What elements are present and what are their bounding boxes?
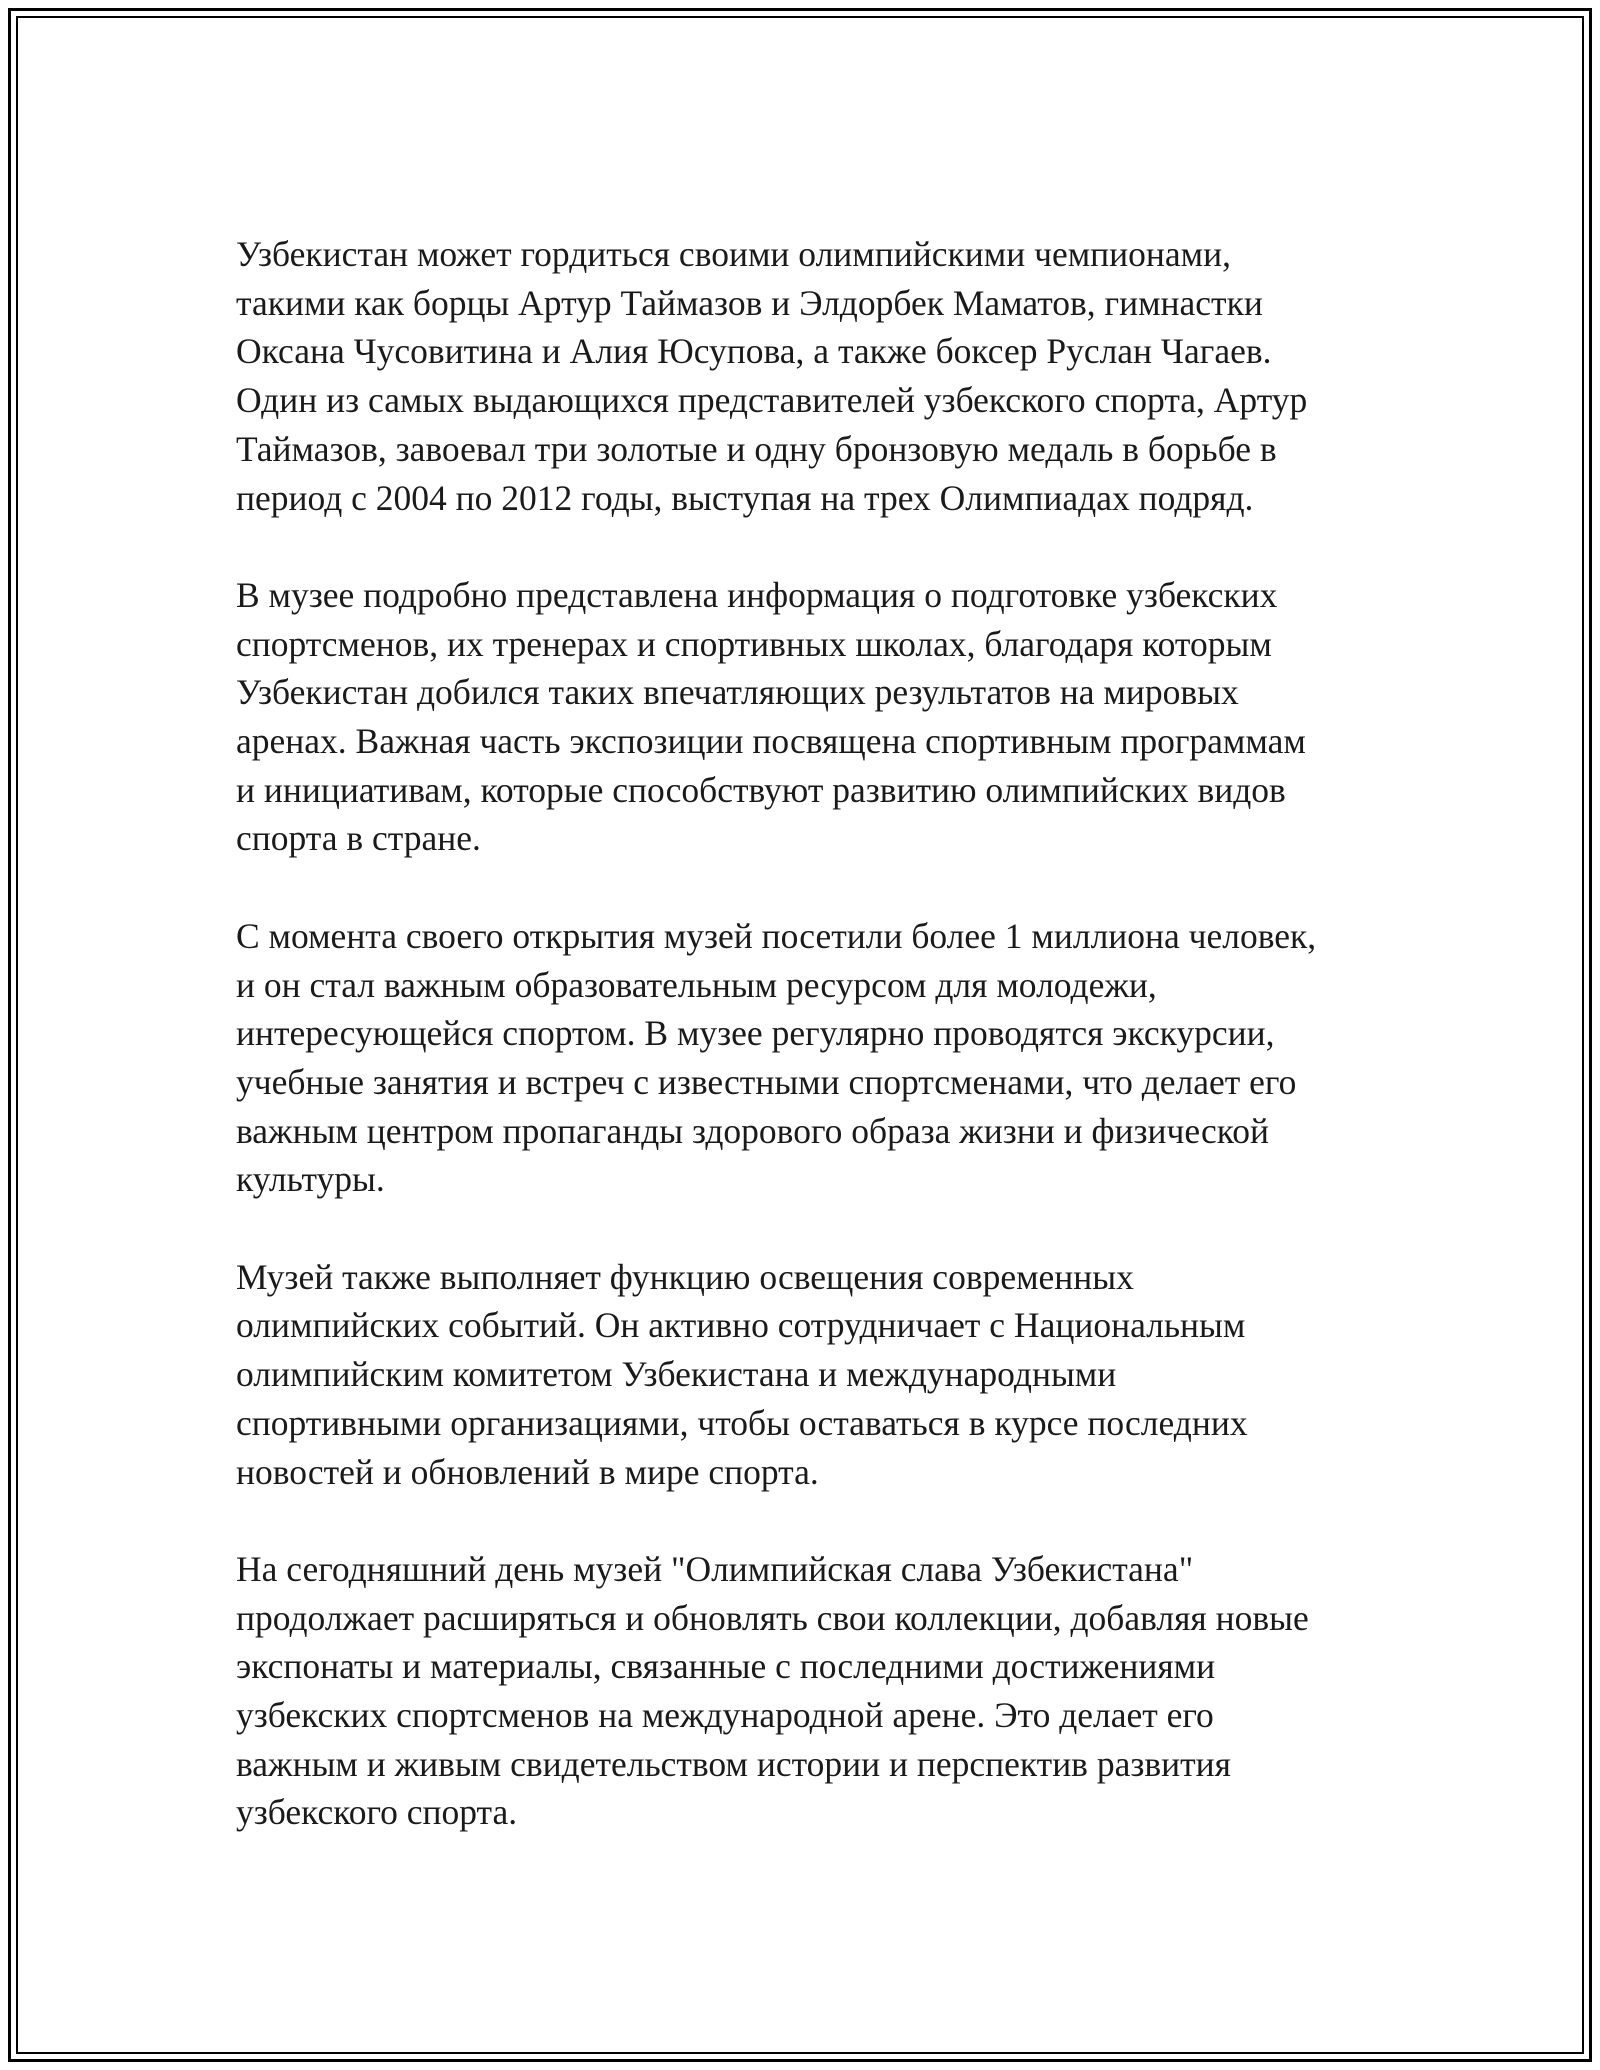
text-line: спортивными организациями, чтобы оставаться в курсе последних — [236, 1402, 1248, 1443]
text-line: новостей и обновлений в мире спорта. — [236, 1451, 819, 1492]
text-line: важным центром пропаганды здорового образа жизни и физической — [236, 1110, 1269, 1151]
text-line: и инициативам, которые способствуют развитию олимпийских видов — [236, 769, 1286, 810]
text-line: узбекского спорта. — [236, 1792, 518, 1833]
text-line: олимпийским комитетом Узбекистана и международными — [236, 1354, 1117, 1395]
text-line: В музее подробно представлена информация о подготовке узбекских — [236, 574, 1278, 615]
text-line: продолжает расширяться и обновлять свои коллекции, добавляя новые — [236, 1597, 1309, 1638]
text-line: культуры. — [236, 1159, 385, 1200]
text-line: Музей также выполняет функцию освещения современных — [236, 1256, 1134, 1297]
text-line: спортсменов, их тренерах и спортивных школах, благодаря которым — [236, 623, 1272, 664]
text-line: аренах. Важная часть экспозиции посвящена спортивным программам — [236, 721, 1306, 762]
text-line: экспонаты и материалы, связанные с последними достижениями — [236, 1646, 1216, 1687]
paragraph-2 — [236, 571, 1376, 863]
document-body — [236, 230, 1376, 1886]
paragraph-5 — [236, 1545, 1376, 1837]
text-line: такими как борцы Артур Таймазов и Элдорбек Маматов, гимнастки — [236, 282, 1263, 323]
paragraph-1 — [236, 230, 1376, 522]
paragraph-3 — [236, 912, 1376, 1204]
text-line: Таймазов, завоевал три золотые и одну бронзовую медаль в борьбе в — [236, 428, 1277, 469]
text-line: С момента своего открытия музей посетили более 1 миллиона человек, — [236, 915, 1317, 956]
text-line: спорта в стране. — [236, 818, 481, 859]
text-line: период с 2004 по 2012 годы, выступая на трех Олимпиадах подряд. — [236, 477, 1254, 518]
text-line: Оксана Чусовитина и Алия Юсупова, а также боксер Руслан Чагаев. — [236, 331, 1272, 372]
text-line: олимпийских событий. Он активно сотрудничает с Национальным — [236, 1305, 1246, 1346]
text-line: Узбекистан добился таких впечатляющих результатов на мировых — [236, 672, 1239, 713]
text-line: учебные занятия и встреч с известными спортсменами, что делает его — [236, 1061, 1297, 1102]
text-line: Один из самых выдающихся представителей узбекского спорта, Артур — [236, 380, 1308, 421]
text-line: важным и живым свидетельством истории и перспектив развития — [236, 1743, 1231, 1784]
text-line: и он стал важным образовательным ресурсом для молодежи, — [236, 964, 1157, 1005]
paragraph-4 — [236, 1253, 1376, 1497]
text-line: Узбекистан может гордиться своими олимпийскими чемпионами, — [236, 234, 1232, 274]
text-line: узбекских спортсменов на международной арене. Это делает его — [236, 1695, 1214, 1736]
text-line: На сегодняшний день музей "Олимпийская слава Узбекистана" — [236, 1548, 1194, 1589]
text-line: интересующейся спортом. В музее регулярно проводятся экскурсии, — [236, 1013, 1275, 1054]
